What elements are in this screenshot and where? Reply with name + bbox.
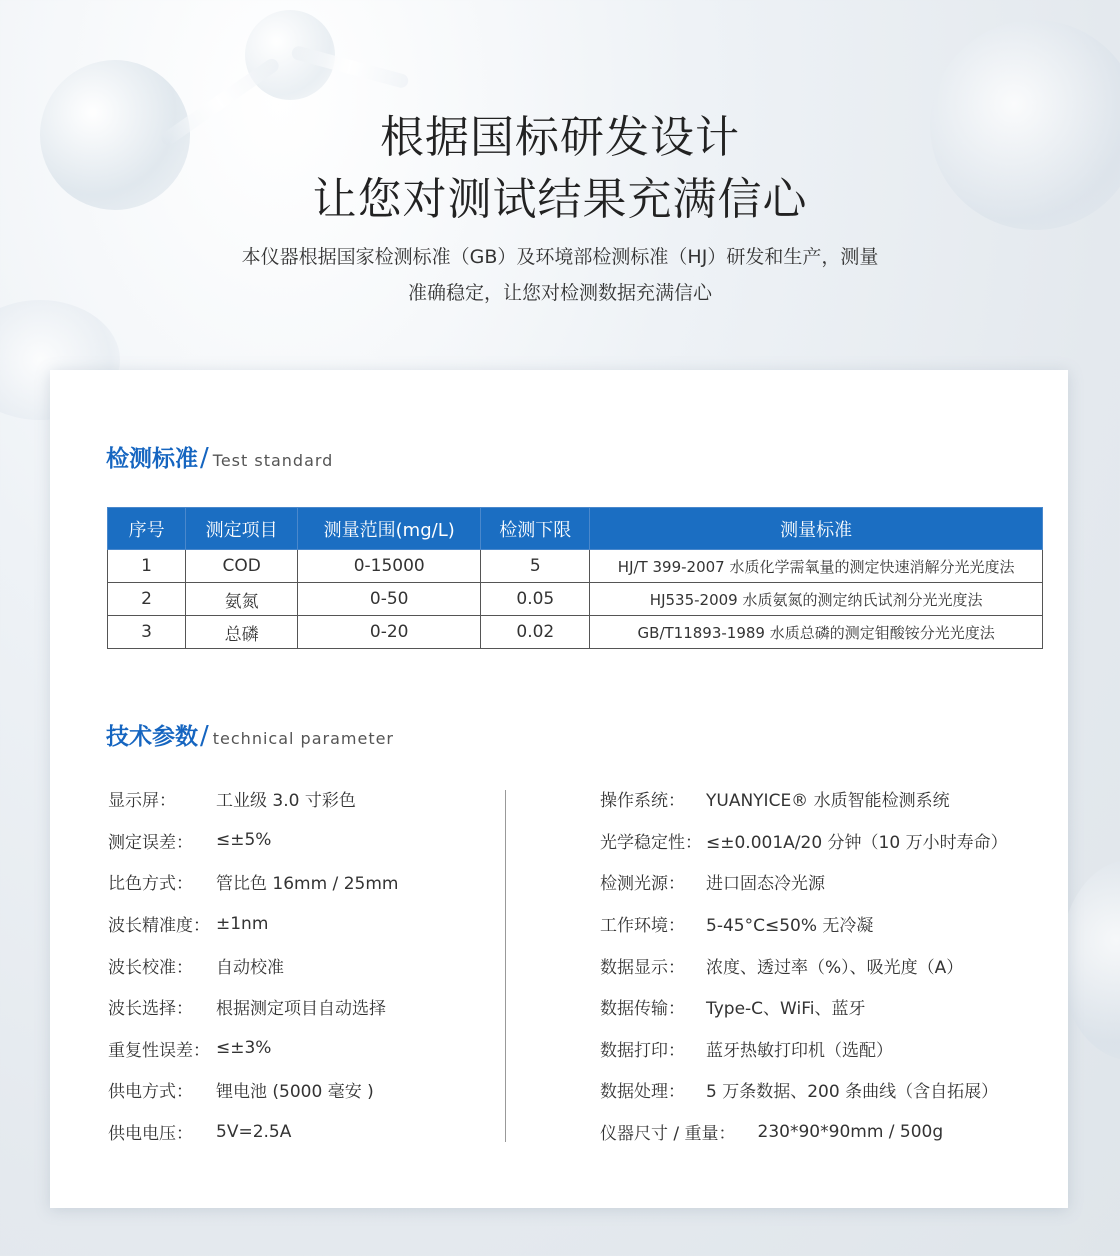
table-row xyxy=(108,583,1043,616)
header-range: 测量范围(mg/L) xyxy=(298,508,481,550)
param-value: 5V=2.5A xyxy=(216,1121,292,1142)
param-row-wavelength-selection xyxy=(108,986,498,1028)
param-value: 根据测定项目自动选择 xyxy=(216,999,386,1020)
cell-item: COD xyxy=(186,550,298,583)
cell-standard: HJ/T 399-2007 水质化学需氧量的测定快速消解分光光度法 xyxy=(590,550,1043,583)
spec-card xyxy=(50,370,1068,1208)
parameter-list-right xyxy=(600,778,1050,1152)
param-value: 自动校准 xyxy=(216,957,284,978)
cell-item: 总磷 xyxy=(186,616,298,649)
cell-index: 3 xyxy=(108,616,186,649)
cell-detection-limit: 5 xyxy=(481,550,590,583)
param-row-power-mode xyxy=(108,1069,498,1111)
param-row-power-voltage xyxy=(108,1111,498,1153)
param-value: Type-C、WiFi、蓝牙 xyxy=(706,999,866,1020)
cell-detection-limit: 0.05 xyxy=(481,583,590,616)
param-label: 测定误差： xyxy=(108,832,193,853)
param-label: 数据处理： xyxy=(600,1082,685,1103)
param-label: 显示屏： xyxy=(108,791,176,812)
cell-index: 2 xyxy=(108,583,186,616)
param-row-data-printing xyxy=(600,1028,1050,1070)
param-row-size-weight xyxy=(600,1111,1050,1153)
param-row-data-processing xyxy=(600,1069,1050,1111)
heading-slash: / xyxy=(200,721,209,751)
molecule-bond-decoration xyxy=(290,45,410,90)
param-label: 比色方式： xyxy=(108,874,193,895)
param-label: 波长校准： xyxy=(108,957,193,978)
technical-title-cn: 技术参数 xyxy=(106,724,198,750)
param-row-wavelength-accuracy xyxy=(108,903,498,945)
param-label: 仪器尺寸 / 重量： xyxy=(600,1124,736,1145)
param-row-operating-system xyxy=(600,778,1050,820)
test-standard-table xyxy=(107,507,1043,649)
param-label: 数据传输： xyxy=(600,999,685,1020)
param-value: 工业级 3.0 寸彩色 xyxy=(216,791,356,812)
technical-title-en: technical parameter xyxy=(212,729,395,748)
cell-range: 0-50 xyxy=(298,583,481,616)
table-row xyxy=(108,616,1043,649)
param-row-optical-stability xyxy=(600,820,1050,862)
param-value: 进口固态冷光源 xyxy=(706,874,825,895)
param-label: 供电电压： xyxy=(108,1124,193,1145)
param-value: 锂电池 (5000 毫安 ) xyxy=(216,1082,374,1103)
cell-range: 0-15000 xyxy=(298,550,481,583)
param-row-data-display xyxy=(600,944,1050,986)
param-value: YUANYICE® 水质智能检测系统 xyxy=(706,791,950,812)
param-row-colorimetric-method xyxy=(108,861,498,903)
heading-slash: / xyxy=(200,443,209,473)
param-label: 波长选择： xyxy=(108,999,193,1020)
param-label: 数据显示： xyxy=(600,957,685,978)
header-index: 序号 xyxy=(108,508,186,550)
param-label: 重复性误差： xyxy=(108,1040,210,1061)
header-detection-limit: 检测下限 xyxy=(481,508,590,550)
param-label: 光学稳定性： xyxy=(600,832,702,853)
param-row-wavelength-calibration xyxy=(108,944,498,986)
param-value: 230*90*90mm / 500g xyxy=(757,1121,944,1142)
param-value: ≤±3% xyxy=(216,1038,272,1059)
cell-item: 氨氮 xyxy=(186,583,298,616)
param-row-measurement-error xyxy=(108,820,498,862)
hero-description-line-1: 本仪器根据国家检测标准（GB）及环境部检测标准（HJ）研发和生产，测量 xyxy=(241,246,879,268)
param-value: 蓝牙热敏打印机（选配） xyxy=(706,1040,893,1061)
column-divider xyxy=(505,790,506,1142)
param-label: 检测光源： xyxy=(600,874,685,895)
cell-standard: GB/T11893-1989 水质总磷的测定钼酸铵分光光度法 xyxy=(590,616,1043,649)
cell-standard: HJ535-2009 水质氨氮的测定纳氏试剂分光光度法 xyxy=(590,583,1043,616)
param-value: ±1nm xyxy=(216,913,269,934)
hero-title-line-1: 根据国标研发设计 xyxy=(380,112,740,163)
param-label: 供电方式： xyxy=(108,1082,193,1103)
param-value: ≤±5% xyxy=(216,830,272,851)
molecule-ball-decoration xyxy=(1060,860,1120,1060)
param-row-working-environment xyxy=(600,903,1050,945)
test-standard-heading xyxy=(106,440,333,473)
cell-detection-limit: 0.02 xyxy=(481,616,590,649)
header-standard: 测量标准 xyxy=(590,508,1043,550)
hero-description-line-2: 准确稳定，让您对检测数据充满信心 xyxy=(407,282,712,304)
param-value: 5-45°C≤50% 无冷凝 xyxy=(706,916,874,937)
cell-index: 1 xyxy=(108,550,186,583)
param-row-repeatability-error xyxy=(108,1028,498,1070)
param-value: 管比色 16mm / 25mm xyxy=(216,874,399,895)
parameter-list-left xyxy=(108,778,498,1152)
param-row-light-source xyxy=(600,861,1050,903)
param-value: 5 万条数据、200 条曲线（含自拓展） xyxy=(706,1082,999,1103)
hero-title-line-2: 让您对测试结果充满信心 xyxy=(312,174,808,225)
param-row-display xyxy=(108,778,498,820)
test-standard-title-en: Test standard xyxy=(212,451,334,470)
param-label: 波长精准度： xyxy=(108,916,210,937)
cell-range: 0-20 xyxy=(298,616,481,649)
param-label: 数据打印： xyxy=(600,1040,685,1061)
param-value: 浓度、透过率（%）、吸光度（A） xyxy=(706,957,964,978)
test-standard-title-cn: 检测标准 xyxy=(106,446,198,472)
technical-parameter-heading xyxy=(106,718,394,751)
table-header-row xyxy=(108,508,1043,550)
param-value: ≤±0.001A/20 分钟（10 万小时寿命） xyxy=(706,832,1008,853)
param-row-data-transfer xyxy=(600,986,1050,1028)
param-label: 操作系统： xyxy=(600,791,685,812)
header-item: 测定项目 xyxy=(186,508,298,550)
table-row xyxy=(108,550,1043,583)
param-label: 工作环境： xyxy=(600,916,685,937)
